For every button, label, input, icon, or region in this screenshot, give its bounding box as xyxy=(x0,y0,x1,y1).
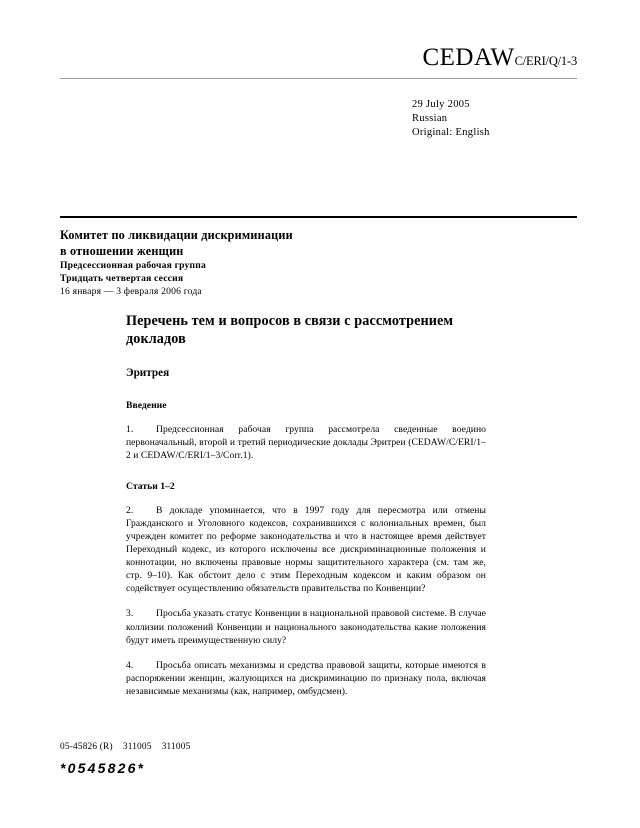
paragraph-text: В докладе упоминается, что в 1997 году для пересмотра или отмены Гражданского и Уголовного кодексов, сохранившихся с колониальных времен, был учрежден комитет по реформе законодательства и что в настоящее время действует Переходный кодекс, из которого исключены все дискриминационные положения и коннотации, но включены правовые нормы защитительного характера (см. там же, стр. 9–10). Как обстоит дело с этим Переходным кодексом и каким образом он содействует осуществлению обязательств правительства по Конвенции? xyxy=(126,505,486,595)
footer-barcode-text: *0545826* xyxy=(60,760,146,776)
paragraph-number: 2. xyxy=(126,505,134,517)
paragraph-text: Просьба описать механизмы и средства правовой защиты, которые имеются в распоряжении женщин, жалующихся на дискриминацию по признаку пола, включая независимые механизмы (как, например, омбудсмен). xyxy=(126,659,486,697)
paragraph xyxy=(126,423,486,462)
paragraph-number: 4. xyxy=(126,659,134,671)
committee-divider xyxy=(60,216,577,218)
country-heading: Эритрея xyxy=(126,367,170,379)
document-original-language: Original: English xyxy=(412,127,490,139)
paragraph xyxy=(126,659,486,698)
paragraph-number: 3. xyxy=(126,608,134,620)
paragraph-text: Просьба указать статус Конвенции в национальной правовой системе. В случае коллизии положений Конвенции и национального законодательства какие положения будут иметь преимущественную силу? xyxy=(126,608,486,646)
footer-job-number: 05-45826 (R) 311005 311005 xyxy=(60,742,191,752)
committee-working-group: Предсессионная рабочая группа xyxy=(60,260,206,271)
section-introduction xyxy=(126,399,486,462)
document-symbol-suffix: C/ERI/Q/1-3 xyxy=(514,54,577,68)
document-language: Russian xyxy=(412,113,448,125)
document-symbol xyxy=(60,44,577,72)
paragraph-number: 1. xyxy=(126,424,134,435)
committee-session-dates: 16 января — 3 февраля 2006 года xyxy=(60,286,202,298)
paragraph-text: Предсессионная рабочая группа рассмотрела сведенные воедино первоначальный, второй и третий периодические доклады Эритреи (CEDAW/C/ERI/1–2 и CEDAW/C/ERI/1–3/Corr.1). xyxy=(126,424,486,462)
section-articles-1-2 xyxy=(126,480,486,698)
committee-name-line2: в отношении женщин xyxy=(60,243,184,258)
document-info-block xyxy=(412,98,490,141)
document-symbol-main: CEDAW xyxy=(422,44,515,71)
document-body xyxy=(126,312,486,698)
committee-name-line1: Комитет по ликвидации дискриминации xyxy=(60,228,293,242)
paragraph xyxy=(126,607,486,646)
masthead-divider xyxy=(60,78,577,79)
section-heading: Статьи 1–2 xyxy=(126,481,175,493)
section-heading: Введение xyxy=(126,400,167,411)
paragraph xyxy=(126,504,486,595)
document-date: 29 July 2005 xyxy=(412,99,470,110)
committee-block xyxy=(60,228,480,299)
page-title: Перечень тем и вопросов в связи с рассмотрением докладов xyxy=(126,313,454,347)
committee-session: Тридцать четвертая сессия xyxy=(60,273,184,285)
